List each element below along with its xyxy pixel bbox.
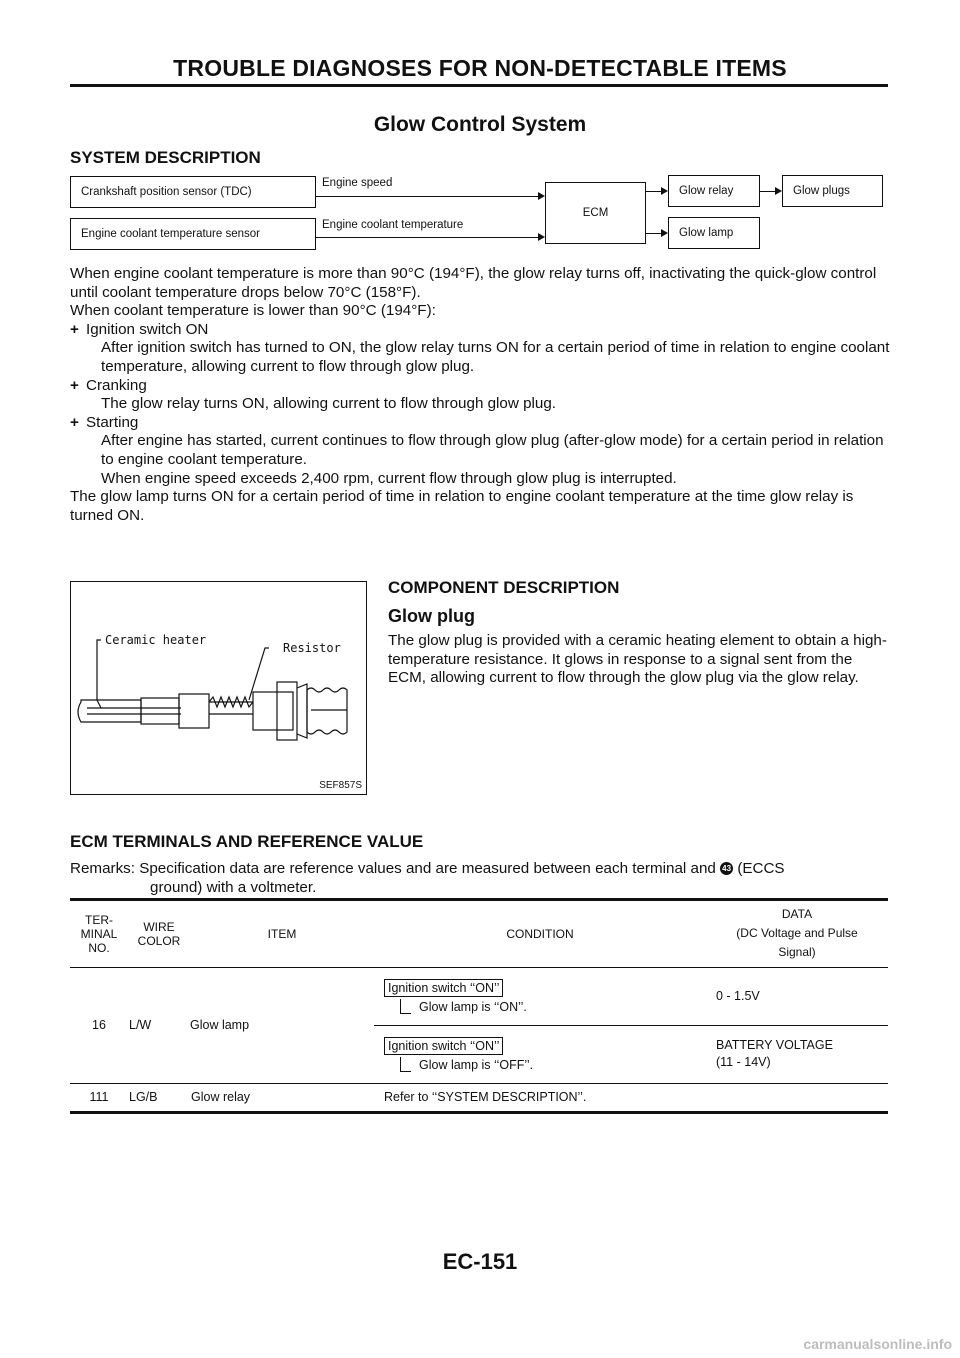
signal-line-1	[316, 196, 540, 197]
coolant-temp-label: Engine coolant temperature	[322, 219, 464, 231]
cell-item: Glow lamp	[190, 1018, 250, 1032]
glow-plugs-box: Glow plugs	[782, 175, 883, 207]
bullet-item	[70, 377, 890, 396]
watermark: carmanualsonline.info	[803, 1336, 952, 1352]
arrow-head-icon	[661, 229, 668, 237]
table-header-row	[70, 901, 888, 967]
page-number: EC-151	[442, 1249, 518, 1274]
arrow-head-icon	[775, 187, 782, 195]
col-terminal: TER- MINAL NO.	[80, 912, 118, 955]
arrow-head-icon	[538, 233, 545, 241]
cell-condition	[374, 967, 706, 1025]
component-description-text: The glow plug is provided with a ceramic heating element to obtain a high-temperature resistance. It glows in response to a signal sent from the ECM, allowing current to flow through the glow plug via the glow relay.	[388, 632, 887, 687]
glow-plug-drawing	[71, 582, 366, 794]
paragraph: When engine coolant temperature is more than 90°C (194°F), the glow relay turns off, inactivating the quick-glow control until coolant temperature drops below 70°C (158°F).	[70, 265, 877, 301]
table-row	[70, 1083, 888, 1111]
cell-data: 0 - 1.5V	[716, 989, 760, 1003]
condition-box: Ignition switch ‘‘ON’’	[384, 1037, 503, 1055]
table-row	[70, 967, 888, 1025]
col-item: ITEM	[267, 926, 297, 941]
condition-sub-text: Glow lamp is ‘‘ON’’.	[419, 999, 527, 1014]
condition-sub	[400, 1057, 706, 1072]
paragraph: When coolant temperature is lower than 90°C (194°F):	[70, 302, 436, 320]
resistor-label: Resistor	[283, 641, 341, 655]
signal-line-2	[316, 237, 540, 238]
bullet-icon: +	[70, 320, 79, 338]
cell-data: BATTERY VOLTAGE (11 - 14V)	[716, 1038, 833, 1069]
cell-item: Glow relay	[191, 1090, 251, 1105]
bullet-title: Ignition switch ON	[86, 320, 209, 338]
cell-terminal: 111	[89, 1090, 109, 1105]
bullet-text: After ignition switch has turned to ON, the glow relay turns ON for a certain period of time in relation to engine coolant temperature, allowing current to flow through glow plug.	[101, 339, 890, 375]
col-condition: CONDITION	[506, 926, 574, 941]
ecm-box: ECM	[545, 182, 646, 244]
arrow-head-icon	[661, 187, 668, 195]
bullet-text: The glow relay turns ON, allowing current to flow through glow plug.	[101, 395, 557, 413]
cell-terminal: 16	[92, 1018, 106, 1032]
system-description-heading: SYSTEM DESCRIPTION	[70, 148, 261, 167]
condition-sub-text: Glow lamp is ‘‘OFF’’.	[419, 1057, 534, 1072]
system-description-text	[70, 265, 890, 525]
ground-terminal-icon: 43	[720, 862, 733, 875]
branch-icon	[400, 999, 411, 1014]
cell-condition	[374, 1025, 706, 1083]
cell-wire: LG/B	[129, 1090, 158, 1105]
bullet-item	[70, 321, 890, 340]
glow-plug-figure	[70, 581, 367, 795]
col-wire: WIRE COLOR	[137, 919, 181, 948]
remarks-text	[70, 860, 890, 897]
figure-id: SEF857S	[319, 780, 362, 791]
arrow-head-icon	[538, 192, 545, 200]
bullet-title: Cranking	[86, 376, 147, 394]
remarks-line-2: ground) with a voltmeter.	[150, 878, 317, 896]
glow-relay-box: Glow relay	[668, 175, 760, 207]
remarks-eccs: (ECCS	[737, 860, 785, 877]
page-title: Glow Control System	[373, 113, 587, 136]
header-rule	[70, 84, 888, 87]
table-bottom-rule	[70, 1111, 888, 1114]
glow-lamp-box: Glow lamp	[668, 217, 760, 249]
condition-box: Ignition switch ‘‘ON’’	[384, 979, 503, 997]
bullet-text: When engine speed exceeds 2,400 rpm, current flow through glow plug is interrupted.	[101, 469, 677, 487]
section-header: TROUBLE DIAGNOSES FOR NON-DETECTABLE ITEMS	[173, 55, 787, 81]
bullet-icon: +	[70, 413, 79, 431]
col-data: DATA (DC Voltage and Pulse Signal)	[736, 907, 858, 960]
bullet-item	[70, 414, 890, 433]
coolant-sensor-box: Engine coolant temperature sensor	[70, 218, 316, 250]
ecm-table	[70, 898, 888, 1114]
engine-speed-label: Engine speed	[322, 177, 393, 189]
ceramic-heater-label: Ceramic heater	[105, 633, 207, 647]
glow-plug-subheading: Glow plug	[388, 606, 475, 626]
bullet-icon: +	[70, 376, 79, 394]
remarks-line-1: Remarks: Specification data are reference values and are measured between each terminal and	[70, 860, 716, 877]
condition-sub	[400, 999, 706, 1014]
cell-wire: L/W	[129, 1018, 152, 1032]
branch-icon	[400, 1057, 411, 1072]
crankshaft-sensor-box: Crankshaft position sensor (TDC)	[70, 176, 316, 208]
ecm-terminals-heading: ECM TERMINALS AND REFERENCE VALUE	[70, 832, 424, 851]
bullet-text: After engine has started, current continues to flow through glow plug (after-glow mode) for a certain period in relation to engine coolant temperature.	[101, 432, 884, 468]
paragraph: The glow lamp turns ON for a certain period of time in relation to engine coolant temperature at the time glow relay is turned ON.	[70, 488, 854, 524]
bullet-title: Starting	[86, 413, 139, 431]
cell-condition: Refer to ‘‘SYSTEM DESCRIPTION’’.	[384, 1090, 587, 1105]
component-description-heading: COMPONENT DESCRIPTION	[388, 578, 620, 597]
